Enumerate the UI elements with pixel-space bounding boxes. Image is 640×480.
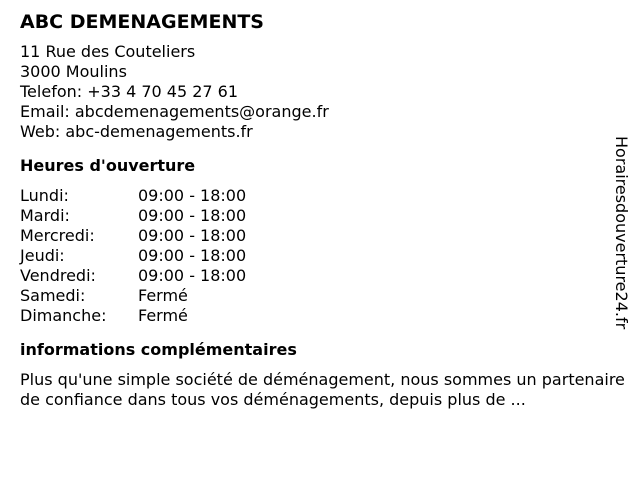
hours-day: Mercredi: — [20, 226, 95, 245]
hours-time: 09:00 - 18:00 — [138, 186, 247, 205]
phone-number: Telefon: +33 4 70 45 27 61 — [20, 82, 239, 101]
hours-row-tuesday — [20, 206, 620, 226]
email-address: Email: abcdemenagements@orange.fr — [20, 102, 329, 121]
additional-info-title: informations complémentaires — [20, 340, 297, 359]
hours-day: Dimanche: — [20, 306, 107, 325]
hours-row-monday — [20, 186, 620, 206]
hours-time: 09:00 - 18:00 — [138, 206, 247, 225]
address-city: 3000 Moulins — [20, 62, 127, 81]
hours-time: 09:00 - 18:00 — [138, 246, 247, 265]
hours-row-saturday — [20, 286, 620, 306]
hours-time: 09:00 - 18:00 — [138, 226, 247, 245]
website-url: Web: abc-demenagements.fr — [20, 122, 253, 141]
opening-hours-table — [20, 186, 620, 326]
hours-day: Jeudi: — [20, 246, 65, 265]
hours-row-wednesday — [20, 226, 620, 246]
hours-row-sunday — [20, 306, 620, 326]
hours-day: Lundi: — [20, 186, 69, 205]
hours-time: Fermé — [138, 306, 188, 325]
hours-day: Samedi: — [20, 286, 86, 305]
hours-time: Fermé — [138, 286, 188, 305]
hours-day: Mardi: — [20, 206, 70, 225]
hours-day: Vendredi: — [20, 266, 96, 285]
hours-row-thursday — [20, 246, 620, 266]
additional-info-text: Plus qu'une simple société de déménagement, nous sommes un partenaire de confiance dans tous vos déménagements, depuis plus de ... — [20, 370, 625, 409]
address-street: 11 Rue des Couteliers — [20, 42, 196, 61]
side-brand-text: Horairesdouverture24.fr — [612, 136, 631, 330]
hours-time: 09:00 - 18:00 — [138, 266, 247, 285]
opening-hours-title: Heures d'ouverture — [20, 156, 196, 175]
hours-row-friday — [20, 266, 620, 286]
business-name: ABC DEMENAGEMENTS — [20, 11, 264, 33]
